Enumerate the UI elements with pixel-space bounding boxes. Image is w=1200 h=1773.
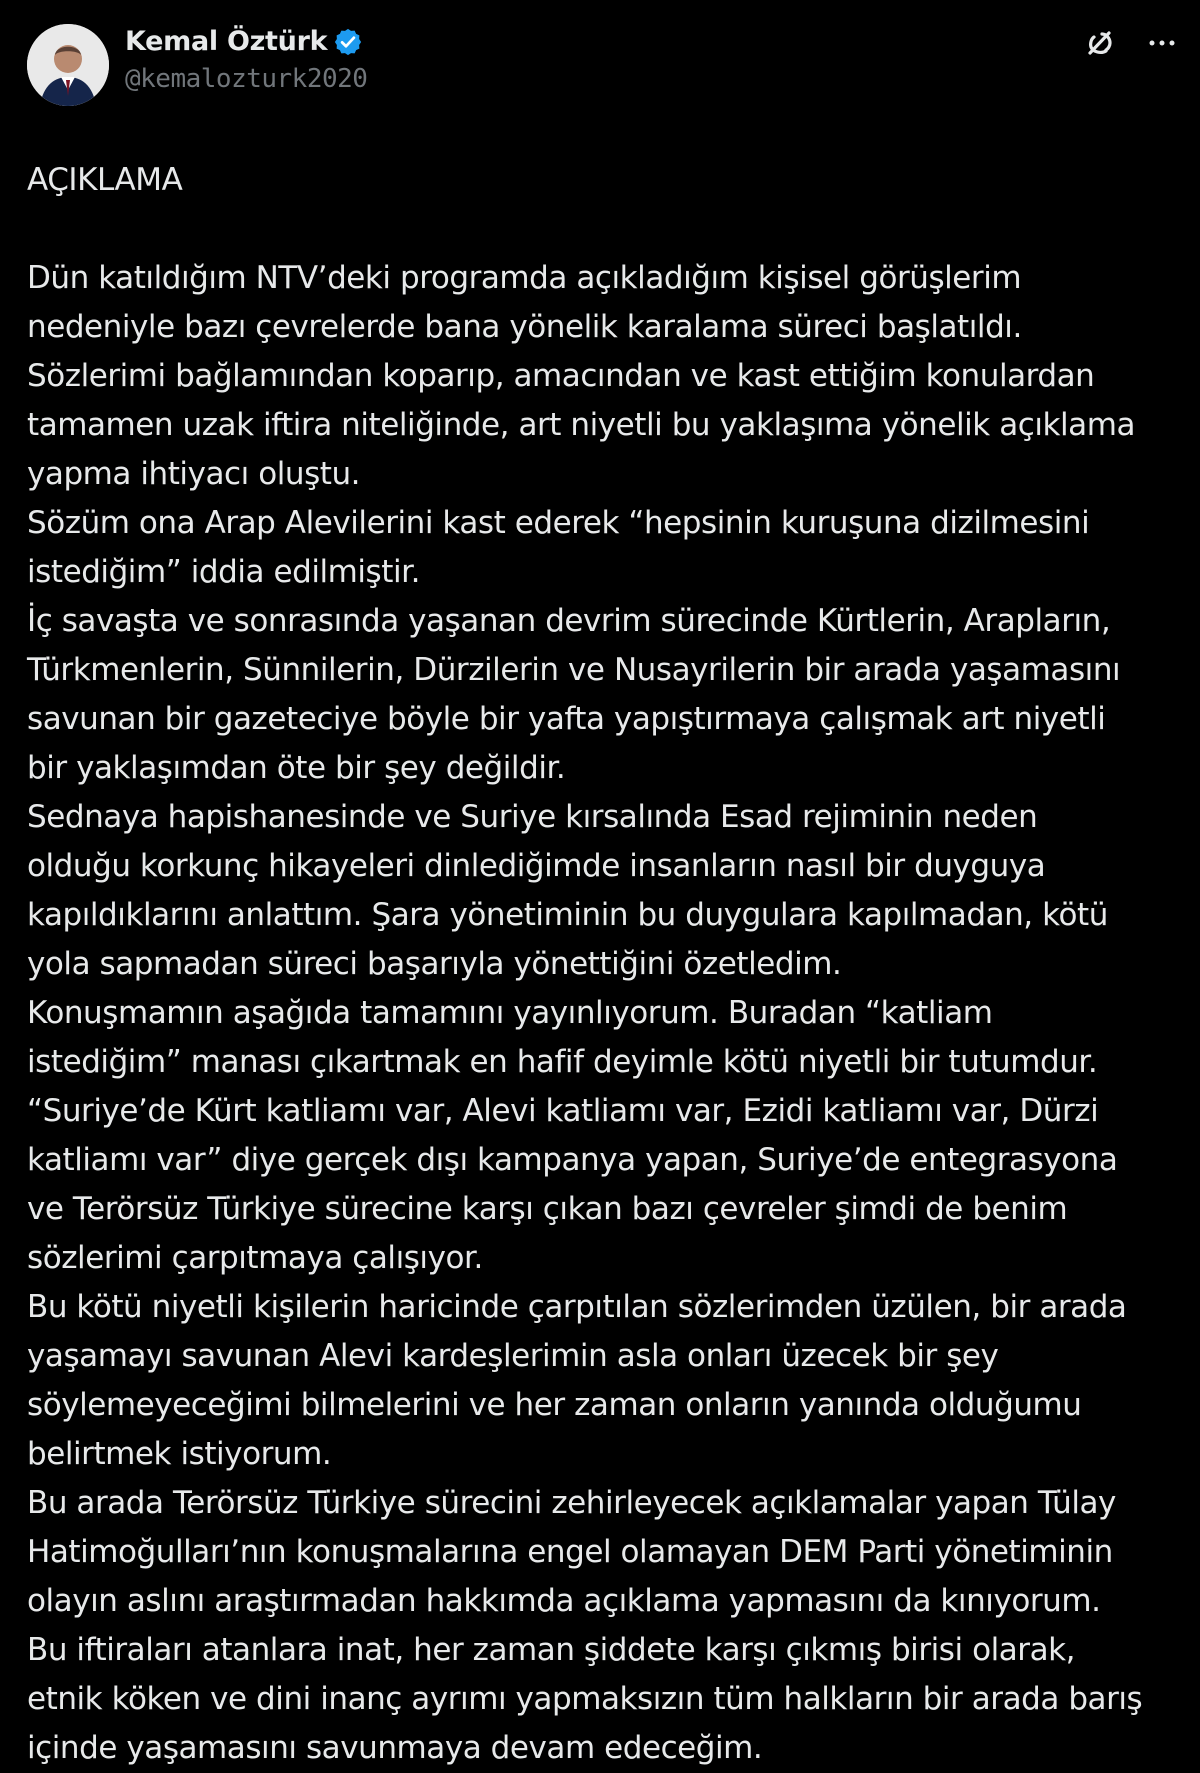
tweet-line: olduğu korkunç hikayeleri dinlediğimde insanların nasıl bir duyguya bbox=[27, 848, 1046, 884]
tweet-line: İç savaşta ve sonrasında yaşanan devrim sürecinde Kürtlerin, Arapların, bbox=[27, 603, 1111, 639]
tweet-line: katliamı var” diye gerçek dışı kampanya yapan, Suriye’de entegrasyona bbox=[27, 1142, 1118, 1178]
author-name-row bbox=[125, 26, 367, 58]
tweet-line: Konuşmamın aşağıda tamamını yayınlıyorum. Buradan “katliam bbox=[27, 995, 993, 1031]
avatar[interactable] bbox=[27, 24, 109, 106]
tweet-line: tamamen uzak iftira niteliğinde, art niyetli bu yaklaşıma yönelik açıklama bbox=[27, 407, 1136, 443]
tweet-line: Dün katıldığım NTV’deki programda açıkladığım kişisel görüşlerim bbox=[27, 260, 1022, 296]
tweet-line: Türkmenlerin, Sünnilerin, Dürzilerin ve Nusayrilerin bir arada yaşamasını bbox=[27, 652, 1121, 688]
tweet-line: yaşamayı savunan Alevi kardeşlerimin asla onları üzecek bir şey bbox=[27, 1338, 999, 1374]
author-display-name[interactable]: Kemal Öztürk bbox=[125, 26, 328, 57]
tweet-line: sözlerimi çarpıtmaya çalışıyor. bbox=[27, 1240, 483, 1276]
tweet-actions bbox=[1080, 24, 1180, 62]
tweet-text bbox=[27, 156, 1187, 1773]
tweet-line: kapıldıklarını anlattım. Şara yönetiminin bu duygulara kapılmadan, kötü bbox=[27, 897, 1108, 933]
tweet-line: Hatimoğulları’nın konuşmalarına engel olamayan DEM Parti yönetiminin bbox=[27, 1534, 1113, 1570]
tweet-line: “Suriye’de Kürt katliamı var, Alevi katliamı var, Ezidi katliamı var, Dürzi bbox=[27, 1093, 1099, 1129]
tweet-line: nedeniyle bazı çevrelerde bana yönelik karalama süreci başlatıldı. bbox=[27, 309, 1022, 345]
tweet-line: belirtmek istiyorum. bbox=[27, 1436, 332, 1472]
tweet-line: Sözlerimi bağlamından koparıp, amacından ve kast ettiğim konulardan bbox=[27, 358, 1095, 394]
author-handle[interactable]: @kemalozturk2020 bbox=[125, 64, 368, 95]
tweet-line: Sednaya hapishanesinde ve Suriye kırsalında Esad rejiminin neden bbox=[27, 799, 1038, 835]
tweet-line: ve Terörsüz Türkiye sürecine karşı çıkan bazı çevreler şimdi de benim bbox=[27, 1191, 1068, 1227]
tweet-line: yapma ihtiyacı oluştu. bbox=[27, 456, 361, 492]
tweet-line: istediğim” manası çıkartmak en hafif deyimle kötü niyetli bir tutumdur. bbox=[27, 1044, 1098, 1080]
tweet-line: bir yaklaşımdan öte bir şey değildir. bbox=[27, 750, 566, 786]
author-identity bbox=[125, 26, 367, 96]
tweet-line: yola sapmadan süreci başarıyla yönettiğini özetledim. bbox=[27, 946, 842, 982]
tweet-line: savunan bir gazeteciye böyle bir yafta yapıştırmaya çalışmak art niyetli bbox=[27, 701, 1106, 737]
tweet-line: olayın aslını araştırmadan hakkımda açıklama yapmasını da kınıyorum. bbox=[27, 1583, 1101, 1619]
tweet-line: Bu iftiraları atanlara inat, her zaman şiddete karşı çıkmış birisi olarak, bbox=[27, 1632, 1076, 1668]
verified-badge-icon bbox=[333, 27, 363, 57]
tweet-line: söylemeyeceğimi bilmelerini ve her zaman onların yanında olduğumu bbox=[27, 1387, 1082, 1423]
tweet-heading: AÇIKLAMA bbox=[27, 162, 183, 198]
tweet-line: istediğim” iddia edilmiştir. bbox=[27, 554, 420, 590]
more-horizontal-icon[interactable] bbox=[1144, 25, 1180, 61]
person-avatar-icon bbox=[27, 24, 109, 106]
tweet-line: etnik köken ve dini inanç ayrımı yapmaksızın tüm halkların bir arada barış bbox=[27, 1681, 1143, 1717]
tweet-line: Bu arada Terörsüz Türkiye sürecini zehirleyecek açıklamalar yapan Tülay bbox=[27, 1485, 1116, 1521]
tweet-header bbox=[27, 20, 1180, 128]
tweet-line: Bu kötü niyetli kişilerin haricinde çarpıtılan sözlerimden üzülen, bir arada bbox=[27, 1289, 1127, 1325]
tweet-line: içinde yaşamasını savunmaya devam edeceğim. bbox=[27, 1730, 763, 1766]
grok-icon[interactable] bbox=[1080, 24, 1118, 62]
tweet-line: Sözüm ona Arap Alevilerini kast ederek “hepsinin kuruşuna dizilmesini bbox=[27, 505, 1090, 541]
